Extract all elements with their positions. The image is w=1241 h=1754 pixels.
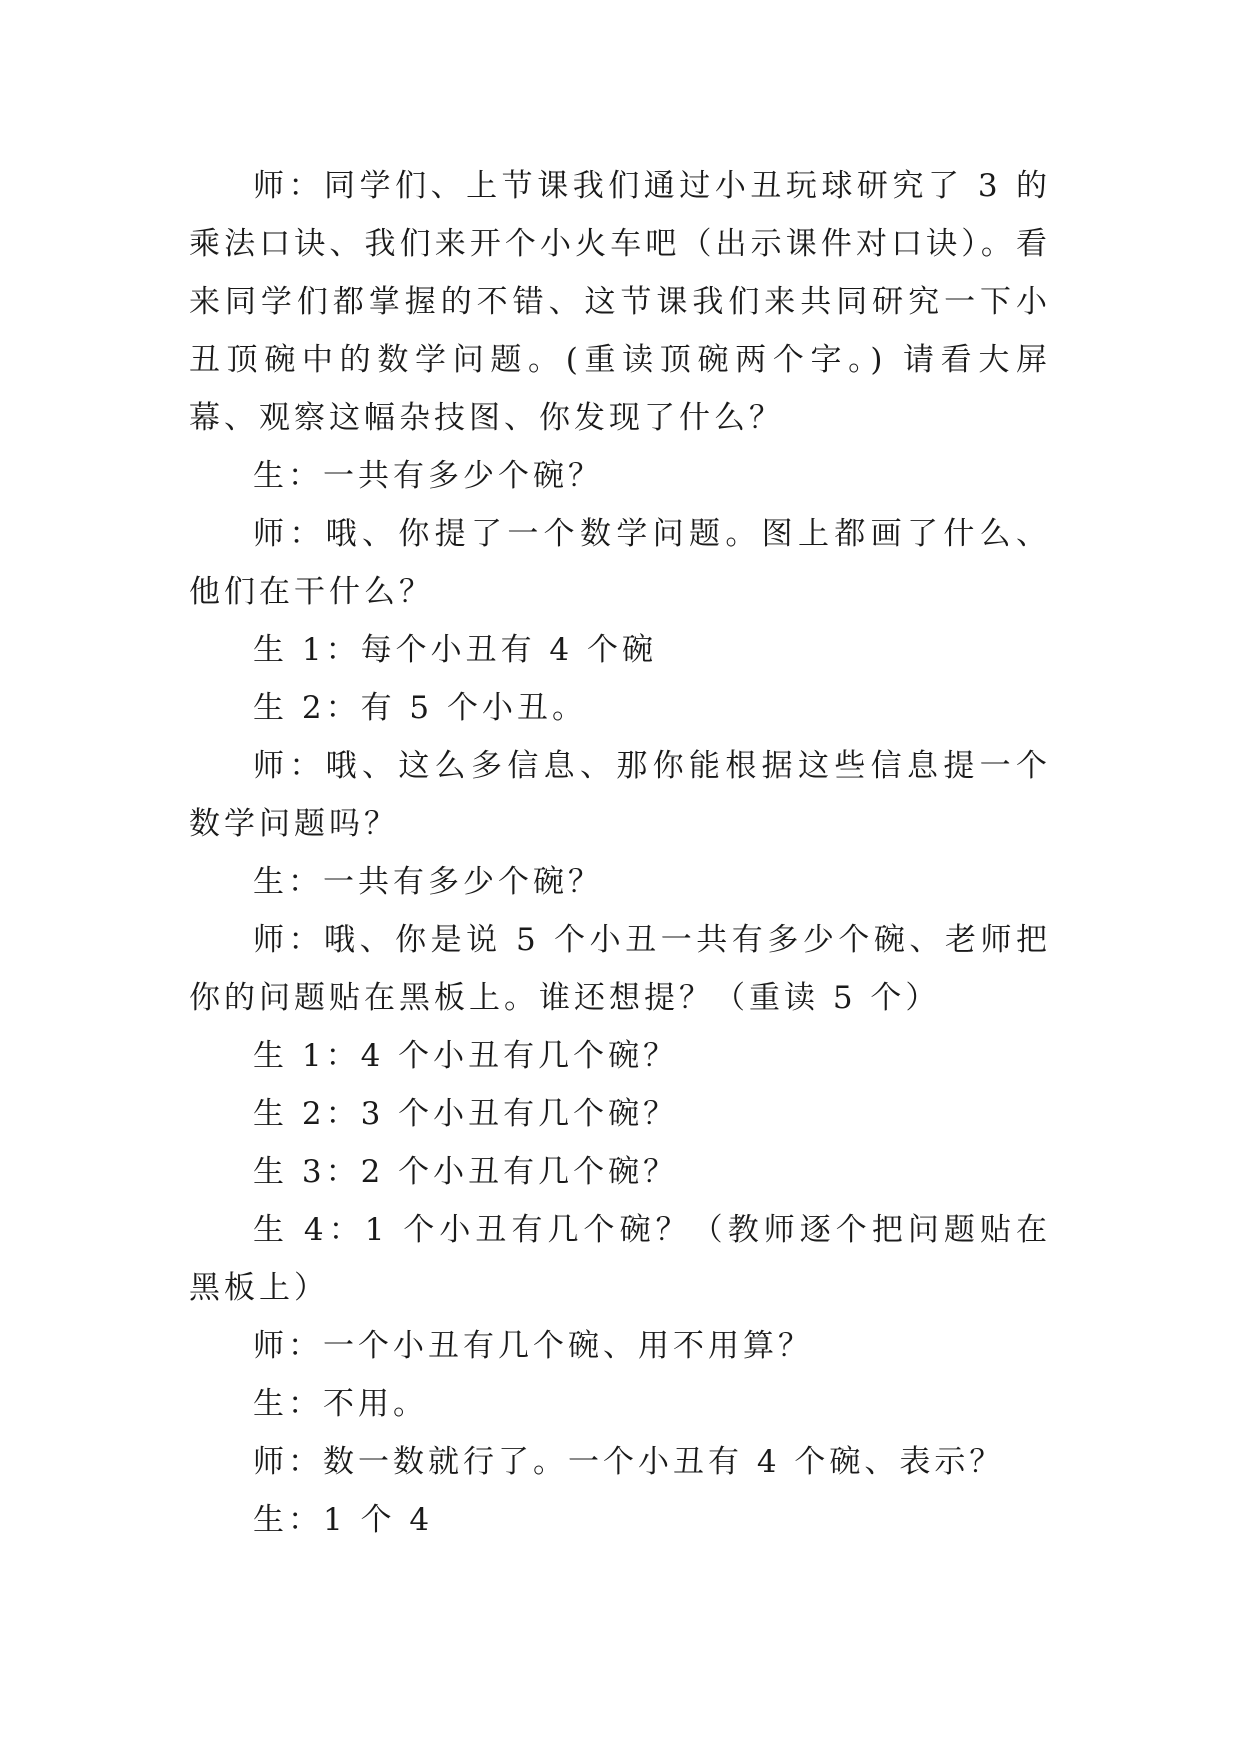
paragraph-6: 师：哦、这么多信息、那你能根据这些信息提一个数学问题吗？: [189, 748, 1051, 842]
paragraph-3: 师：哦、你提了一个数学问题。图上都画了什么、他们在干什么？: [189, 516, 1051, 610]
paragraph-5: 生 2：有 5 个小丑。: [253, 690, 588, 726]
paragraph-15: 师：数一数就行了。一个小丑有 4 个碗、表示？: [253, 1444, 1005, 1480]
paragraph-2: 生：一共有多少个碗？: [253, 458, 603, 494]
paragraph-13: 师：一个小丑有几个碗、用不用算？: [253, 1328, 813, 1364]
paragraph-12: 生 4：1 个小丑有几个碗？（教师逐个把问题贴在黑板上）: [189, 1212, 1051, 1306]
paragraph-11: 生 3：2 个小丑有几个碗？: [253, 1154, 679, 1190]
paragraph-9: 生 1：4 个小丑有几个碗？: [253, 1038, 679, 1074]
paragraph-16: 生：1 个 4: [253, 1502, 434, 1538]
paragraph-14: 生：不用。: [253, 1386, 428, 1422]
paragraph-7: 生：一共有多少个碗？: [253, 864, 603, 900]
paragraph-10: 生 2：3 个小丑有几个碗？: [253, 1096, 679, 1132]
paragraph-4: 生 1：每个小丑有 4 个碗: [253, 632, 658, 668]
paragraph-1: 师：同学们、上节课我们通过小丑玩球研究了 3 的乘法口诀、我们来开个小火车吧（出示课件对口诀）。看来同学们都掌握的不错、这节课我们来共同研究一下小丑顶碗中的数学问题。(重读顶碗两个字。) 请看大屏幕、观察这幅杂技图、你发现了什么？: [189, 168, 1051, 436]
document-body: [189, 157, 1051, 1549]
paragraph-8: 师：哦、你是说 5 个小丑一共有多少个碗、老师把你的问题贴在黑板上。谁还想提？（重读 5 个）: [189, 922, 1051, 1016]
